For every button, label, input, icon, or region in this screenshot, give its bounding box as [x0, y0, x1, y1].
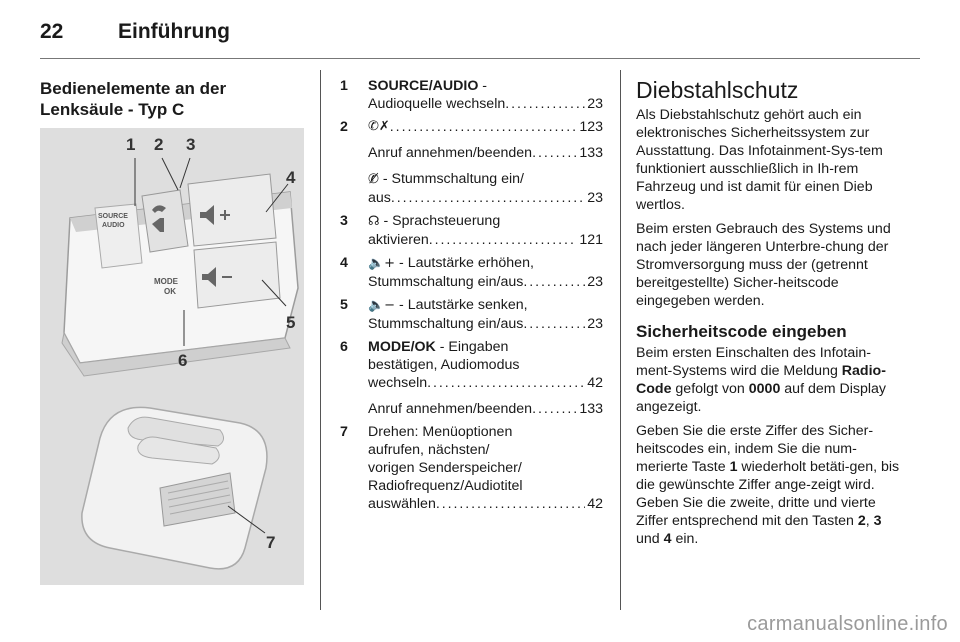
callout-2: 2 [154, 135, 164, 154]
ok-label: OK [164, 287, 176, 296]
page-header [40, 18, 920, 59]
callout-1: 1 [126, 135, 136, 154]
steering-column-controls-illustration [40, 128, 304, 585]
page-title: Einführung [118, 20, 230, 43]
legend-text: Radiofrequenz/Audiotitel [368, 478, 523, 494]
page-number: 22 [40, 20, 64, 43]
legend-text: aufrufen, nächsten/ [368, 442, 490, 458]
volume-up-icon: 🔈+ [368, 256, 396, 271]
callout-4: 4 [286, 168, 296, 187]
legend-text: - Sprachsteuerung [379, 213, 501, 229]
source-label: SOURCE [98, 213, 128, 220]
figure-heading-line1: Bedienelemente an der [40, 79, 227, 98]
phone-button [142, 190, 188, 252]
legend-text: vorigen Senderspeicher/ [368, 460, 522, 476]
callout-5: 5 [286, 313, 296, 332]
watermark: carmanualsonline.info [747, 613, 948, 635]
legend-num: 5 [340, 297, 348, 313]
callout-7: 7 [266, 533, 276, 552]
legend-item-7 [340, 423, 603, 513]
voice-control-icon: ☊ [368, 214, 380, 229]
legend-key: MODE/OK [368, 339, 436, 355]
legend-text: Anruf annehmen/beenden [368, 145, 533, 161]
page-ref: 133 [579, 145, 603, 161]
column-divider-2 [620, 70, 621, 610]
radio-code-term: Radio-Code [636, 363, 886, 397]
page-ref: 23 [587, 316, 603, 332]
page-ref: 23 [587, 274, 603, 290]
figure-heading [40, 78, 304, 120]
paragraph-first-use: Beim ersten Gebrauch des Systems und nach jeder längeren Unterbre-chung der Stromversorgung muss der (getrennt bereitgestellte) Sicher-heitscode eingegeben werden. [636, 221, 891, 309]
legend-item-3 [340, 212, 603, 249]
legend-key: SOURCE/AUDIO [368, 78, 479, 94]
callout-line-2 [162, 158, 178, 190]
legend-item-2 [340, 118, 603, 207]
page-ref: 121 [579, 232, 603, 248]
page-ref: 123 [579, 119, 603, 135]
callout-6: 6 [178, 351, 188, 370]
audio-label: AUDIO [102, 222, 125, 229]
legend-num: 6 [340, 339, 348, 355]
page-ref: 23 [587, 96, 603, 112]
legend-item-5 [340, 296, 603, 333]
legend-text: Stummschaltung ein/aus [368, 274, 524, 290]
legend-text: Drehen: Menüoptionen [368, 424, 513, 440]
legend-text: Anruf annehmen/beenden [368, 401, 533, 417]
legend-text: - Stummschaltung ein/ [378, 171, 524, 187]
page-ref: 42 [587, 375, 603, 391]
legend-num: 3 [340, 213, 348, 229]
legend-num: 1 [340, 78, 348, 94]
page-ref: 133 [579, 401, 603, 417]
paragraph-intro: Als Diebstahlschutz gehört auch ein elektronisches Sicherheitssystem zur Ausstattung. Das Infotainment-Sys-tem funktioniert ausschließlich in Ih-rem Fahrzeug und ist damit für einen Dieb wertlos. [636, 107, 883, 213]
figure-column [40, 78, 304, 120]
legend-text: - Lautstärke erhöhen, [395, 255, 534, 271]
legend-text: - [478, 78, 488, 94]
legend-text: wechseln [368, 375, 428, 391]
legend-num: 2 [340, 119, 348, 135]
code-0000: 0000 [748, 381, 781, 397]
legend-text: auswählen [368, 496, 436, 512]
mute-icon: ✆̸ [368, 172, 379, 187]
legend-text: Audioquelle wechseln [368, 96, 506, 112]
legend-item-1 [340, 77, 603, 113]
legend-text: - Eingaben [435, 339, 509, 355]
legend-item-6 [340, 338, 603, 418]
legend-text: bestätigen, Audiomodus [368, 357, 520, 373]
legend-num: 7 [340, 424, 348, 440]
page-ref: 23 [587, 190, 603, 206]
column-divider-1 [320, 70, 321, 610]
callout-3: 3 [186, 135, 196, 154]
legend-column [340, 77, 603, 518]
theft-protection-column [636, 77, 902, 554]
volume-up-button [188, 174, 276, 246]
legend-text: aktivieren [368, 232, 429, 248]
legend-item-4 [340, 254, 603, 291]
legend-text: Stummschaltung ein/aus [368, 316, 524, 332]
volume-down-icon: 🔈− [368, 298, 396, 313]
mode-label: MODE [154, 277, 178, 286]
section-title: Diebstahlschutz [636, 77, 799, 103]
phone-answer-icon: ✆✗ [368, 119, 390, 134]
figure-heading-line2: Lenksäule - Typ C [40, 100, 185, 119]
subsection-title: Sicherheitscode eingeben [636, 322, 847, 341]
controls-drawing [40, 128, 304, 585]
legend-text: aus [368, 190, 391, 206]
paragraph-radio-code: Beim ersten Einschalten des Infotain-ment-Systems wird die Meldung Radio-Code gefolgt von 0000 auf dem Display angezeigt. [636, 345, 887, 415]
legend-text: - Lautstärke senken, [395, 297, 528, 313]
page-ref: 42 [587, 496, 603, 512]
paragraph-enter-code: Geben Sie die erste Ziffer des Sicher-heitscodes ein, indem Sie die num-merierte Taste 1 wiederholt betäti-gen, bis die gewünschte Ziffer ange-zeigt wird. Geben Sie die zweite, dritte und vierte Ziffer entsprechend mit den Tasten 2, 3 und 4 ein. [636, 423, 900, 547]
legend-num: 4 [340, 255, 348, 271]
